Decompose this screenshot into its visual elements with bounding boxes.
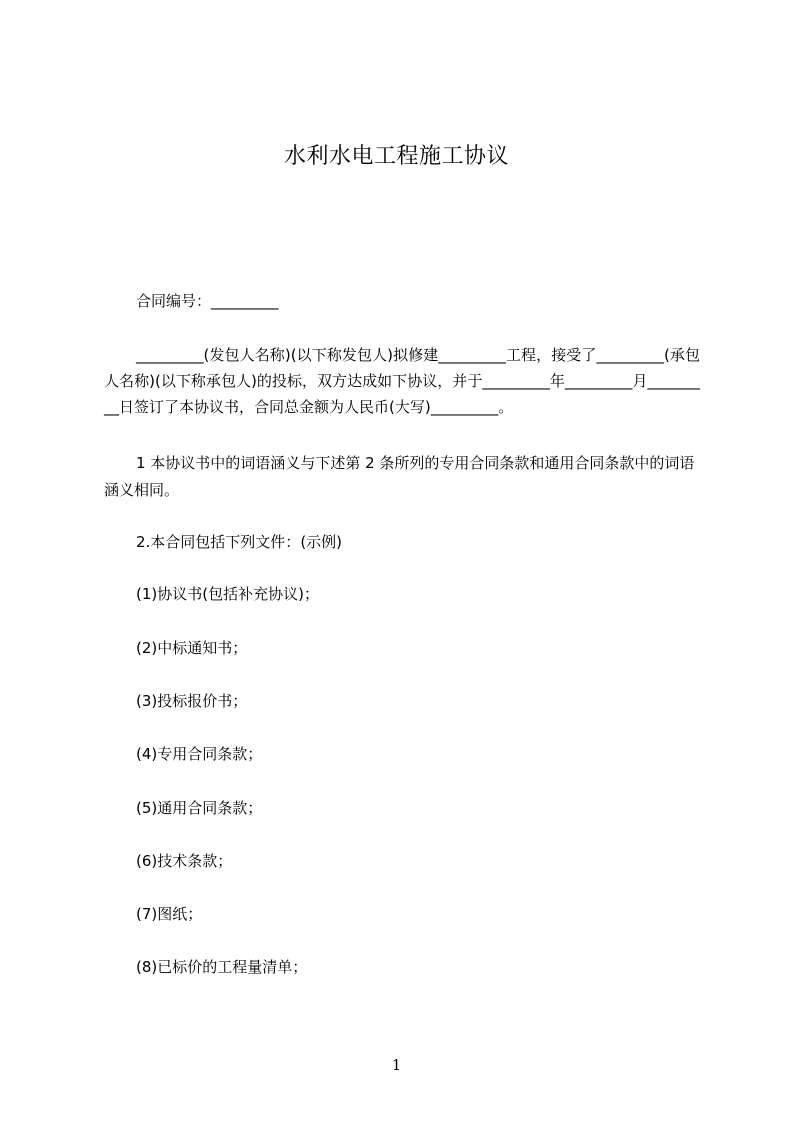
document-list-item: (7)图纸； bbox=[136, 905, 203, 923]
document-list-item: (5)通用合同条款； bbox=[136, 799, 263, 817]
document-list-item: (2)中标通知书； bbox=[136, 639, 248, 657]
document-list-item: (3)投标报价书； bbox=[136, 692, 248, 710]
document-list-item: (1)协议书(包括补充协议)； bbox=[136, 585, 319, 603]
intro-paragraph: _________(发包人名称)(以下称发包人)拟修建_________工程，接受了_________(承包人名称)(以下称承包人)的投标，双方达成如下协议，并于_________年_________月_________日签订了本协议书，合同总金额为人民币(大写)_________。 bbox=[104, 346, 700, 416]
document-list-item: (4)专用合同条款； bbox=[136, 745, 263, 763]
document-title: 水利水电工程施工协议 bbox=[283, 144, 509, 169]
document-list-item: (8)已标价的工程量清单； bbox=[136, 958, 308, 976]
page-number: 1 bbox=[391, 1056, 402, 1074]
contract-number-line: 合同编号：_________ bbox=[136, 292, 279, 310]
document-list-item: (6)技术条款； bbox=[136, 852, 233, 870]
clause-1-paragraph: 1 本协议书中的词语涵义与下述第 2 条所列的专用合同条款和通用合同条款中的词语涵义相同。 bbox=[104, 454, 695, 499]
clause-2-heading: 2.本合同包括下列文件：(示例) bbox=[136, 533, 343, 551]
